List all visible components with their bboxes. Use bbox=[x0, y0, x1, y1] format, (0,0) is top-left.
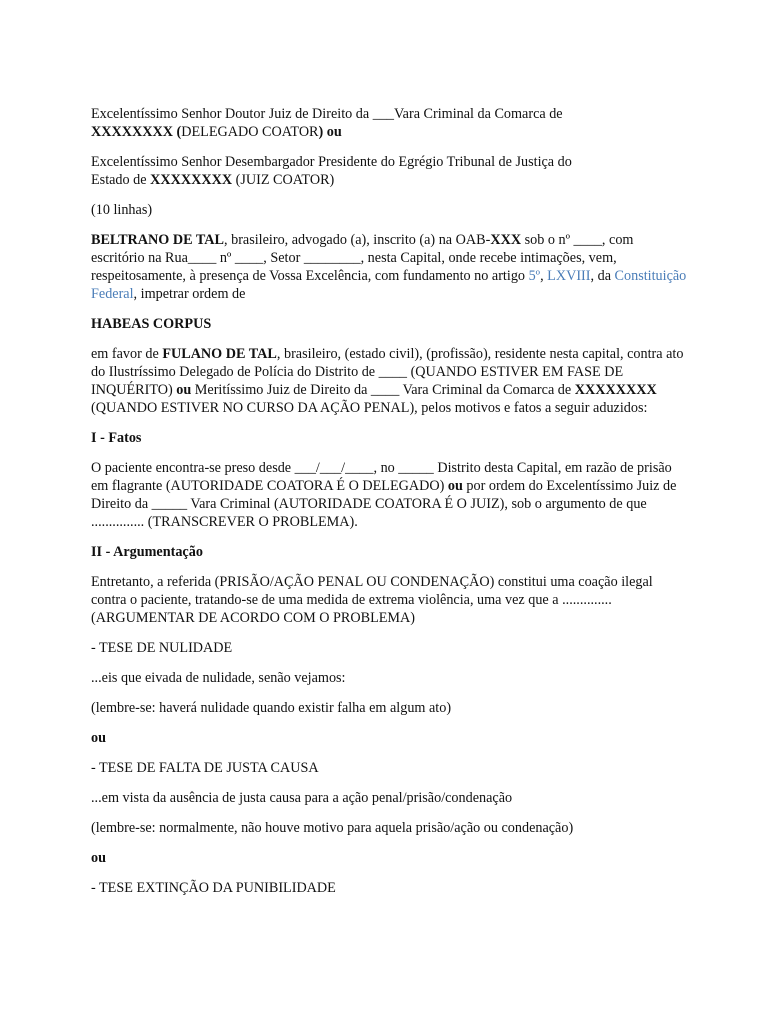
patient-paragraph bbox=[91, 345, 687, 417]
petitioner-text-3: , da bbox=[590, 268, 615, 284]
link-separator: , bbox=[540, 268, 548, 284]
nullity-text: ...eis que eivada de nulidade, senão vejamos: bbox=[91, 670, 346, 686]
constitution-link[interactable]: Constituição Federal bbox=[91, 268, 687, 302]
comarca-placeholder-2: XXXXXXXX bbox=[574, 382, 657, 398]
article-link[interactable]: 5º bbox=[528, 268, 541, 284]
patient-text-4: (QUANDO ESTIVER NO CURSO DA AÇÃO PENAL), pelos motivos e fatos a seguir aduzidos: bbox=[91, 400, 648, 416]
section-argument-heading bbox=[91, 543, 687, 561]
juiz-coator-label: (JUIZ COATOR) bbox=[232, 172, 335, 188]
address-judge-text: Excelentíssimo Senhor Doutor Juiz de Direito da ___Vara Criminal da Comarca de bbox=[91, 106, 563, 122]
paren-close-ou: ) ou bbox=[318, 124, 342, 140]
petitioner-name: BELTRANO DE TAL bbox=[91, 232, 224, 248]
argument-paragraph: Entretanto, a referida (PRISÃO/AÇÃO PENAL OU CONDENAÇÃO) constitui uma coação ilegal contra o paciente, tratando-se de uma medida de extrema violência, uma vez que a .............. (ARGUMENTAR DE ACORDO COM O PROBLEMA) bbox=[91, 574, 653, 626]
ou-separator-2 bbox=[91, 849, 687, 867]
document-body bbox=[91, 105, 687, 909]
facts-text-2: por ordem do Excelentíssimo Juiz de Direito da _____ Vara Criminal (AUTORIDADE COATORA É O JUIZ), sob o argumento de que ............... (TRANSCREVER O PROBLEMA). bbox=[91, 478, 677, 530]
lines-note: (10 linhas) bbox=[91, 202, 153, 218]
address-tribunal-text: Excelentíssimo Senhor Desembargador Presidente do Egrégio Tribunal de Justiça do bbox=[91, 154, 572, 170]
inciso-link[interactable]: LXVIII bbox=[547, 268, 591, 284]
thesis-nullity: - TESE DE NULIDADE bbox=[91, 640, 233, 656]
nullity-reminder: (lembre-se: haverá nulidade quando existir falha em algum ato) bbox=[91, 700, 452, 716]
ou-label-1: ou bbox=[91, 730, 106, 746]
petitioner-text-4: , impetrar ordem de bbox=[133, 286, 246, 302]
address-judge-paragraph bbox=[91, 105, 687, 141]
patient-text-2: , brasileiro, (estado civil), (profissão), residente nesta capital, contra ato do Ilustríssimo Delegado de Polícia do Distrito de ____ (QUANDO ESTIVER EM FASE DE INQUÉRITO) bbox=[91, 346, 684, 398]
facts-paragraph bbox=[91, 459, 687, 531]
facts-text-1: O paciente encontra-se preso desde ___/___/____, no _____ Distrito desta Capital, em razão de prisão em flagrante (AUTORIDADE COATORA É O DELEGADO) bbox=[91, 460, 672, 494]
section-facts-title: I - Fatos bbox=[91, 430, 142, 446]
oab-placeholder: XXX bbox=[490, 232, 522, 248]
petitioner-paragraph bbox=[91, 231, 687, 303]
delegado-coator-label: DELEGADO COATOR bbox=[181, 124, 319, 140]
section-argument-title: II - Argumentação bbox=[91, 544, 203, 560]
patient-text-1: em favor de bbox=[91, 346, 163, 362]
ou-connector: ou bbox=[176, 382, 192, 398]
comarca-placeholder: XXXXXXXX bbox=[91, 124, 173, 140]
just-cause-text: ...em vista da ausência de justa causa para a ação penal/prisão/condenação bbox=[91, 790, 513, 806]
ou-connector-2: ou bbox=[447, 478, 463, 494]
address-tribunal-paragraph bbox=[91, 153, 687, 189]
just-cause-reminder: (lembre-se: normalmente, não houve motivo para aquela prisão/ação ou condenação) bbox=[91, 820, 574, 836]
paren-open: ( bbox=[172, 124, 182, 140]
patient-text-3: Meritíssimo Juiz de Direito da ____ Vara Criminal da Comarca de bbox=[191, 382, 575, 398]
estado-label: Estado de bbox=[91, 172, 151, 188]
habeas-corpus-heading bbox=[91, 315, 687, 333]
ou-separator-1 bbox=[91, 729, 687, 747]
habeas-corpus-title: HABEAS CORPUS bbox=[91, 316, 212, 332]
patient-name: FULANO DE TAL bbox=[162, 346, 277, 362]
estado-placeholder: XXXXXXXX bbox=[150, 172, 233, 188]
section-facts-heading bbox=[91, 429, 687, 447]
ou-label-2: ou bbox=[91, 850, 106, 866]
petitioner-text-2: sob o nº ____, com escritório na Rua____ nº ____, Setor ________, nesta Capital, onde recebe intimações, vem, respeitosamente, à presença de Vossa Excelência, com fundamento no artigo bbox=[91, 232, 634, 284]
thesis-extinction: - TESE EXTINÇÃO DA PUNIBILIDADE bbox=[91, 880, 336, 896]
thesis-just-cause: - TESE DE FALTA DE JUSTA CAUSA bbox=[91, 760, 319, 776]
petitioner-text-1: , brasileiro, advogado (a), inscrito (a) na OAB- bbox=[224, 232, 491, 248]
